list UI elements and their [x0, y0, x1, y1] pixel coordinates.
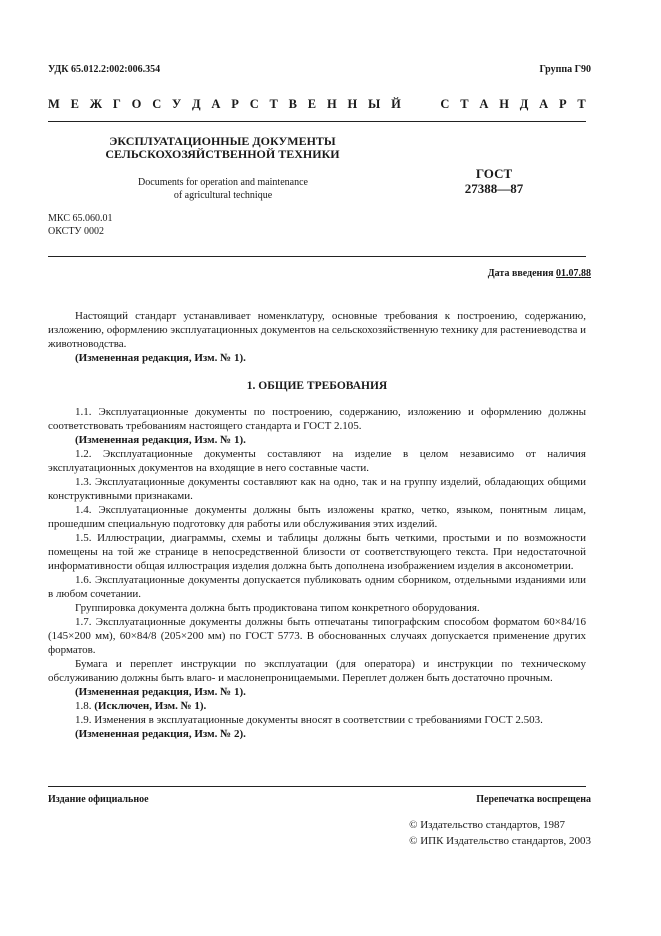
- intro-note: (Измененная редакция, Изм. № 1).: [75, 352, 246, 364]
- english-title-line-1: Documents for operation and maintenance: [138, 177, 308, 188]
- copyright-block: [409, 817, 591, 849]
- footer-rule: [48, 786, 586, 787]
- copyright-1987: © Издательство стандартов, 1987: [409, 819, 566, 831]
- gost-number: 27388—87: [464, 181, 524, 196]
- banner-letter: В: [288, 97, 297, 111]
- banner-letter: Н: [499, 97, 509, 111]
- paragraph-1-9: 1.9. Изменения в эксплуатационные документы вносят в соответствии с требованиями ГОСТ 2.503.: [75, 714, 543, 726]
- okstu-code: ОКСТУ 0002: [48, 226, 105, 237]
- section-paragraph: (Измененная редакция, Изм. № 1).: [75, 686, 246, 698]
- section-paragraph: 1.7. Эксплуатационные документы должны быть отпечатаны типографским способом форматом 60×84/16 (145×200 мм), 60×84/8 (205×200 мм) по ГОСТ 5773. В обоснованных случаях допускается применение других форматов.: [48, 616, 586, 656]
- udk-code: УДК 65.012.2:002:006.354: [48, 64, 161, 75]
- banner-letter: Р: [231, 97, 239, 111]
- paragraph-1-8-number: 1.8.: [75, 700, 92, 712]
- banner-letter: Ы: [368, 97, 381, 111]
- date-label: Дата введения: [487, 268, 554, 279]
- banner-letter: А: [211, 97, 221, 111]
- section-paragraph: 1.6. Эксплуатационные документы допускается публиковать одним сборником, отдельными изданиями или в любом сочетании.: [48, 574, 586, 600]
- section-paragraph: 1.1. Эксплуатационные документы по построению, содержанию, изложению и оформлению должны соответствовать требованиям настоящего стандарта и ГОСТ 2.105.: [48, 406, 586, 432]
- english-title-line-2: of agricultural technique: [173, 190, 273, 201]
- official-edition: Издание официальное: [48, 794, 149, 805]
- reprint-prohibited: Перепечатка воспрещена: [476, 794, 591, 805]
- interstate-standard-banner: [48, 97, 586, 111]
- banner-letter: Е: [70, 97, 79, 111]
- section-paragraph: 1.3. Эксплуатационные документы составляют как на одно, так и на группу изделий, обладающих общими конструктивными признаками.: [48, 476, 586, 502]
- banner-letter: Т: [460, 97, 469, 111]
- banner-letter: Р: [558, 97, 567, 111]
- paragraph-1-9-note: (Измененная редакция, Изм. № 2).: [75, 728, 246, 740]
- banner-letter: О: [131, 97, 142, 111]
- banner-letter: А: [539, 97, 549, 111]
- paragraph-1-8-text: (Исключен, Изм. № 1).: [94, 700, 207, 712]
- section-paragraph: Бумага и переплет инструкции по эксплуатации (для оператора) и инструкции по техническому обслуживанию должны быть влаго- и маслонепроницаемыми. Переплет должен быть достаточно прочным.: [48, 658, 586, 684]
- introduction-date: [488, 268, 591, 279]
- english-title: [108, 176, 338, 202]
- date-value: 01.07.88: [556, 268, 591, 279]
- section-paragraph: 1.5. Иллюстрации, диаграммы, схемы и таблицы должны быть четкими, простыми и по возможности помещены на той же странице в непосредственной близости от соответствующего текста. При недостаточной информативности общая иллюстрация изделия должна быть дополнена изображением изделия в аксонометрии.: [48, 532, 586, 572]
- banner-letter: Н: [326, 97, 337, 111]
- banner-letter: С: [249, 97, 259, 111]
- banner-letter: Д: [519, 97, 529, 111]
- section-paragraph: 1.4. Эксплуатационные документы должны быть изложены кратко, четко, языком, понятным лицам, прошедшим специальную подготовку для работы или обслуживания этих изделий.: [48, 504, 586, 530]
- banner-letter: Г: [112, 97, 121, 111]
- title-line-2: СЕЛЬСКОХОЗЯЙСТВЕННОЙ ТЕХНИКИ: [105, 147, 340, 161]
- intro-paragraph: Настоящий стандарт устанавливает номенклатуру, основные требования к построению, содержанию, изложению, оформлению эксплуатационных документов на сельскохозяйственную технику для растениеводства и животноводства.: [48, 310, 586, 350]
- intro-block: [48, 309, 586, 365]
- document-title: [100, 135, 345, 161]
- banner-letter: Е: [307, 97, 317, 111]
- banner-gap: [412, 97, 430, 111]
- mks-code: МКС 65.060.01: [48, 213, 113, 224]
- gost-label: ГОСТ: [475, 166, 513, 181]
- top-rule: [48, 121, 586, 122]
- copyright-2003: © ИПК Издательство стандартов, 2003: [409, 835, 591, 847]
- banner-letter: Д: [192, 97, 201, 111]
- banner-letter: Т: [269, 97, 278, 111]
- title-line-1: ЭКСПЛУАТАЦИОННЫЕ ДОКУМЕНТЫ: [109, 134, 336, 148]
- section-paragraph: 1.2. Эксплуатационные документы составляют на изделие в целом независимо от наличия эксплуатационных документов на входящие в него составные части.: [48, 448, 586, 474]
- banner-letter: Т: [577, 97, 586, 111]
- section-paragraph: Группировка документа должна быть продиктована типом конкретного оборудования.: [75, 602, 480, 614]
- paragraph-1-8: [48, 699, 586, 713]
- banner-letter: У: [172, 97, 182, 111]
- banner-letter: Й: [391, 97, 401, 111]
- section-body: [48, 405, 586, 741]
- banner-letter: Ж: [89, 97, 103, 111]
- banner-letter: Н: [347, 97, 358, 111]
- banner-letter: М: [48, 97, 60, 111]
- banner-letter: С: [152, 97, 162, 111]
- group-code: Группа Г90: [539, 64, 591, 75]
- section-paragraph: (Измененная редакция, Изм. № 1).: [75, 434, 246, 446]
- classification-codes: [48, 212, 112, 238]
- middle-rule: [48, 256, 586, 257]
- banner-letter: А: [479, 97, 489, 111]
- gost-designation: [454, 166, 534, 196]
- section-heading: 1. ОБЩИЕ ТРЕБОВАНИЯ: [246, 380, 388, 392]
- banner-letter: С: [440, 97, 450, 111]
